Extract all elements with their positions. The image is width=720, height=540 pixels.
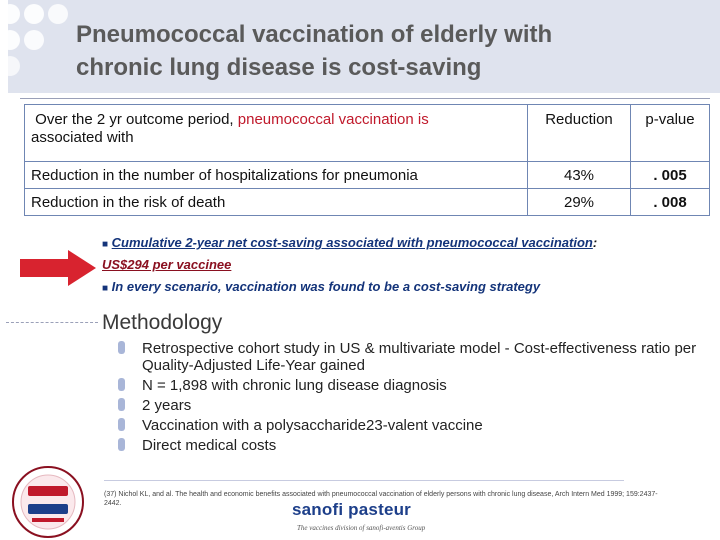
bullet-icon <box>118 418 125 431</box>
reference-citation: (37) Nichol KL, and al. The health and economic benefits associated with pneumococcal vaccination of elderly persons with chronic lung disease, Arch Intern Med 1999; 159:2437-2442. <box>104 491 658 507</box>
vaccine-badge-logo <box>2 464 94 540</box>
bullet-icon <box>118 378 125 391</box>
table-row <box>25 189 710 216</box>
list-item <box>118 437 708 454</box>
col-header-pvalue: p-value <box>631 105 710 162</box>
lead-suffix: associated with <box>31 129 134 146</box>
square-bullet-icon: ■ <box>102 239 109 250</box>
page-title <box>76 18 696 84</box>
row-label: Reduction in the number of hospitalizations for pneumonia <box>25 162 528 189</box>
company-tagline: The vaccines division of sanofi-aventis Group <box>297 524 426 532</box>
row-pvalue: . 008 <box>631 189 710 216</box>
list-item <box>118 417 708 434</box>
sanofi-pasteur-logo: sanofi pasteur <box>292 500 411 519</box>
title-line-2: chronic lung disease is cost-saving <box>76 54 482 81</box>
finding-cost-saving <box>102 233 712 275</box>
col-header-reduction: Reduction <box>528 105 631 162</box>
right-arrow-icon <box>20 250 96 286</box>
methodology-item: 2 years <box>142 397 192 414</box>
finding-2-text: In every scenario, vaccination was found to be a cost-saving strategy <box>111 279 541 294</box>
row-pvalue: . 005 <box>631 162 710 189</box>
lead-prefix: Over the 2 yr outcome period, <box>35 111 238 128</box>
lead-highlight: pneumococcal vaccination is <box>237 111 429 128</box>
list-item <box>118 377 708 394</box>
finding-1-text: Cumulative 2-year net cost-saving associated with pneumococcal vaccination <box>111 235 593 250</box>
bullet-icon <box>118 341 125 354</box>
row-label: Reduction in the risk of death <box>25 189 528 216</box>
methodology-title: Methodology <box>102 311 223 334</box>
finding-every-scenario <box>102 277 712 299</box>
list-item <box>118 340 708 374</box>
finding-1-value: US$294 per vaccinee <box>102 257 232 272</box>
key-findings <box>102 233 712 299</box>
methodology-divider <box>6 322 98 323</box>
methodology-item: Retrospective cohort study in US & multivariate model - Cost-effectiveness ratio per Quality-Adjusted Life-Year gained <box>142 340 697 374</box>
footer-divider <box>104 480 624 481</box>
list-item <box>118 397 708 414</box>
title-divider <box>20 98 710 99</box>
methodology-item: Direct medical costs <box>142 437 277 454</box>
bullet-icon <box>118 438 125 451</box>
results-table <box>24 104 710 216</box>
square-bullet-icon: ■ <box>102 283 109 294</box>
table-header-row <box>25 105 710 162</box>
methodology-item: N = 1,898 with chronic lung disease diagnosis <box>142 377 447 394</box>
methodology-list <box>118 340 708 457</box>
finding-1-colon: : <box>592 235 598 250</box>
decorative-dots <box>0 0 80 90</box>
table-lead-cell <box>25 105 528 162</box>
table-row <box>25 162 710 189</box>
bullet-icon <box>118 398 125 411</box>
row-reduction: 43% <box>528 162 631 189</box>
row-reduction: 29% <box>528 189 631 216</box>
methodology-item: Vaccination with a polysaccharide23-valent vaccine <box>142 417 483 434</box>
title-line-1: Pneumococcal vaccination of elderly with <box>76 21 553 48</box>
